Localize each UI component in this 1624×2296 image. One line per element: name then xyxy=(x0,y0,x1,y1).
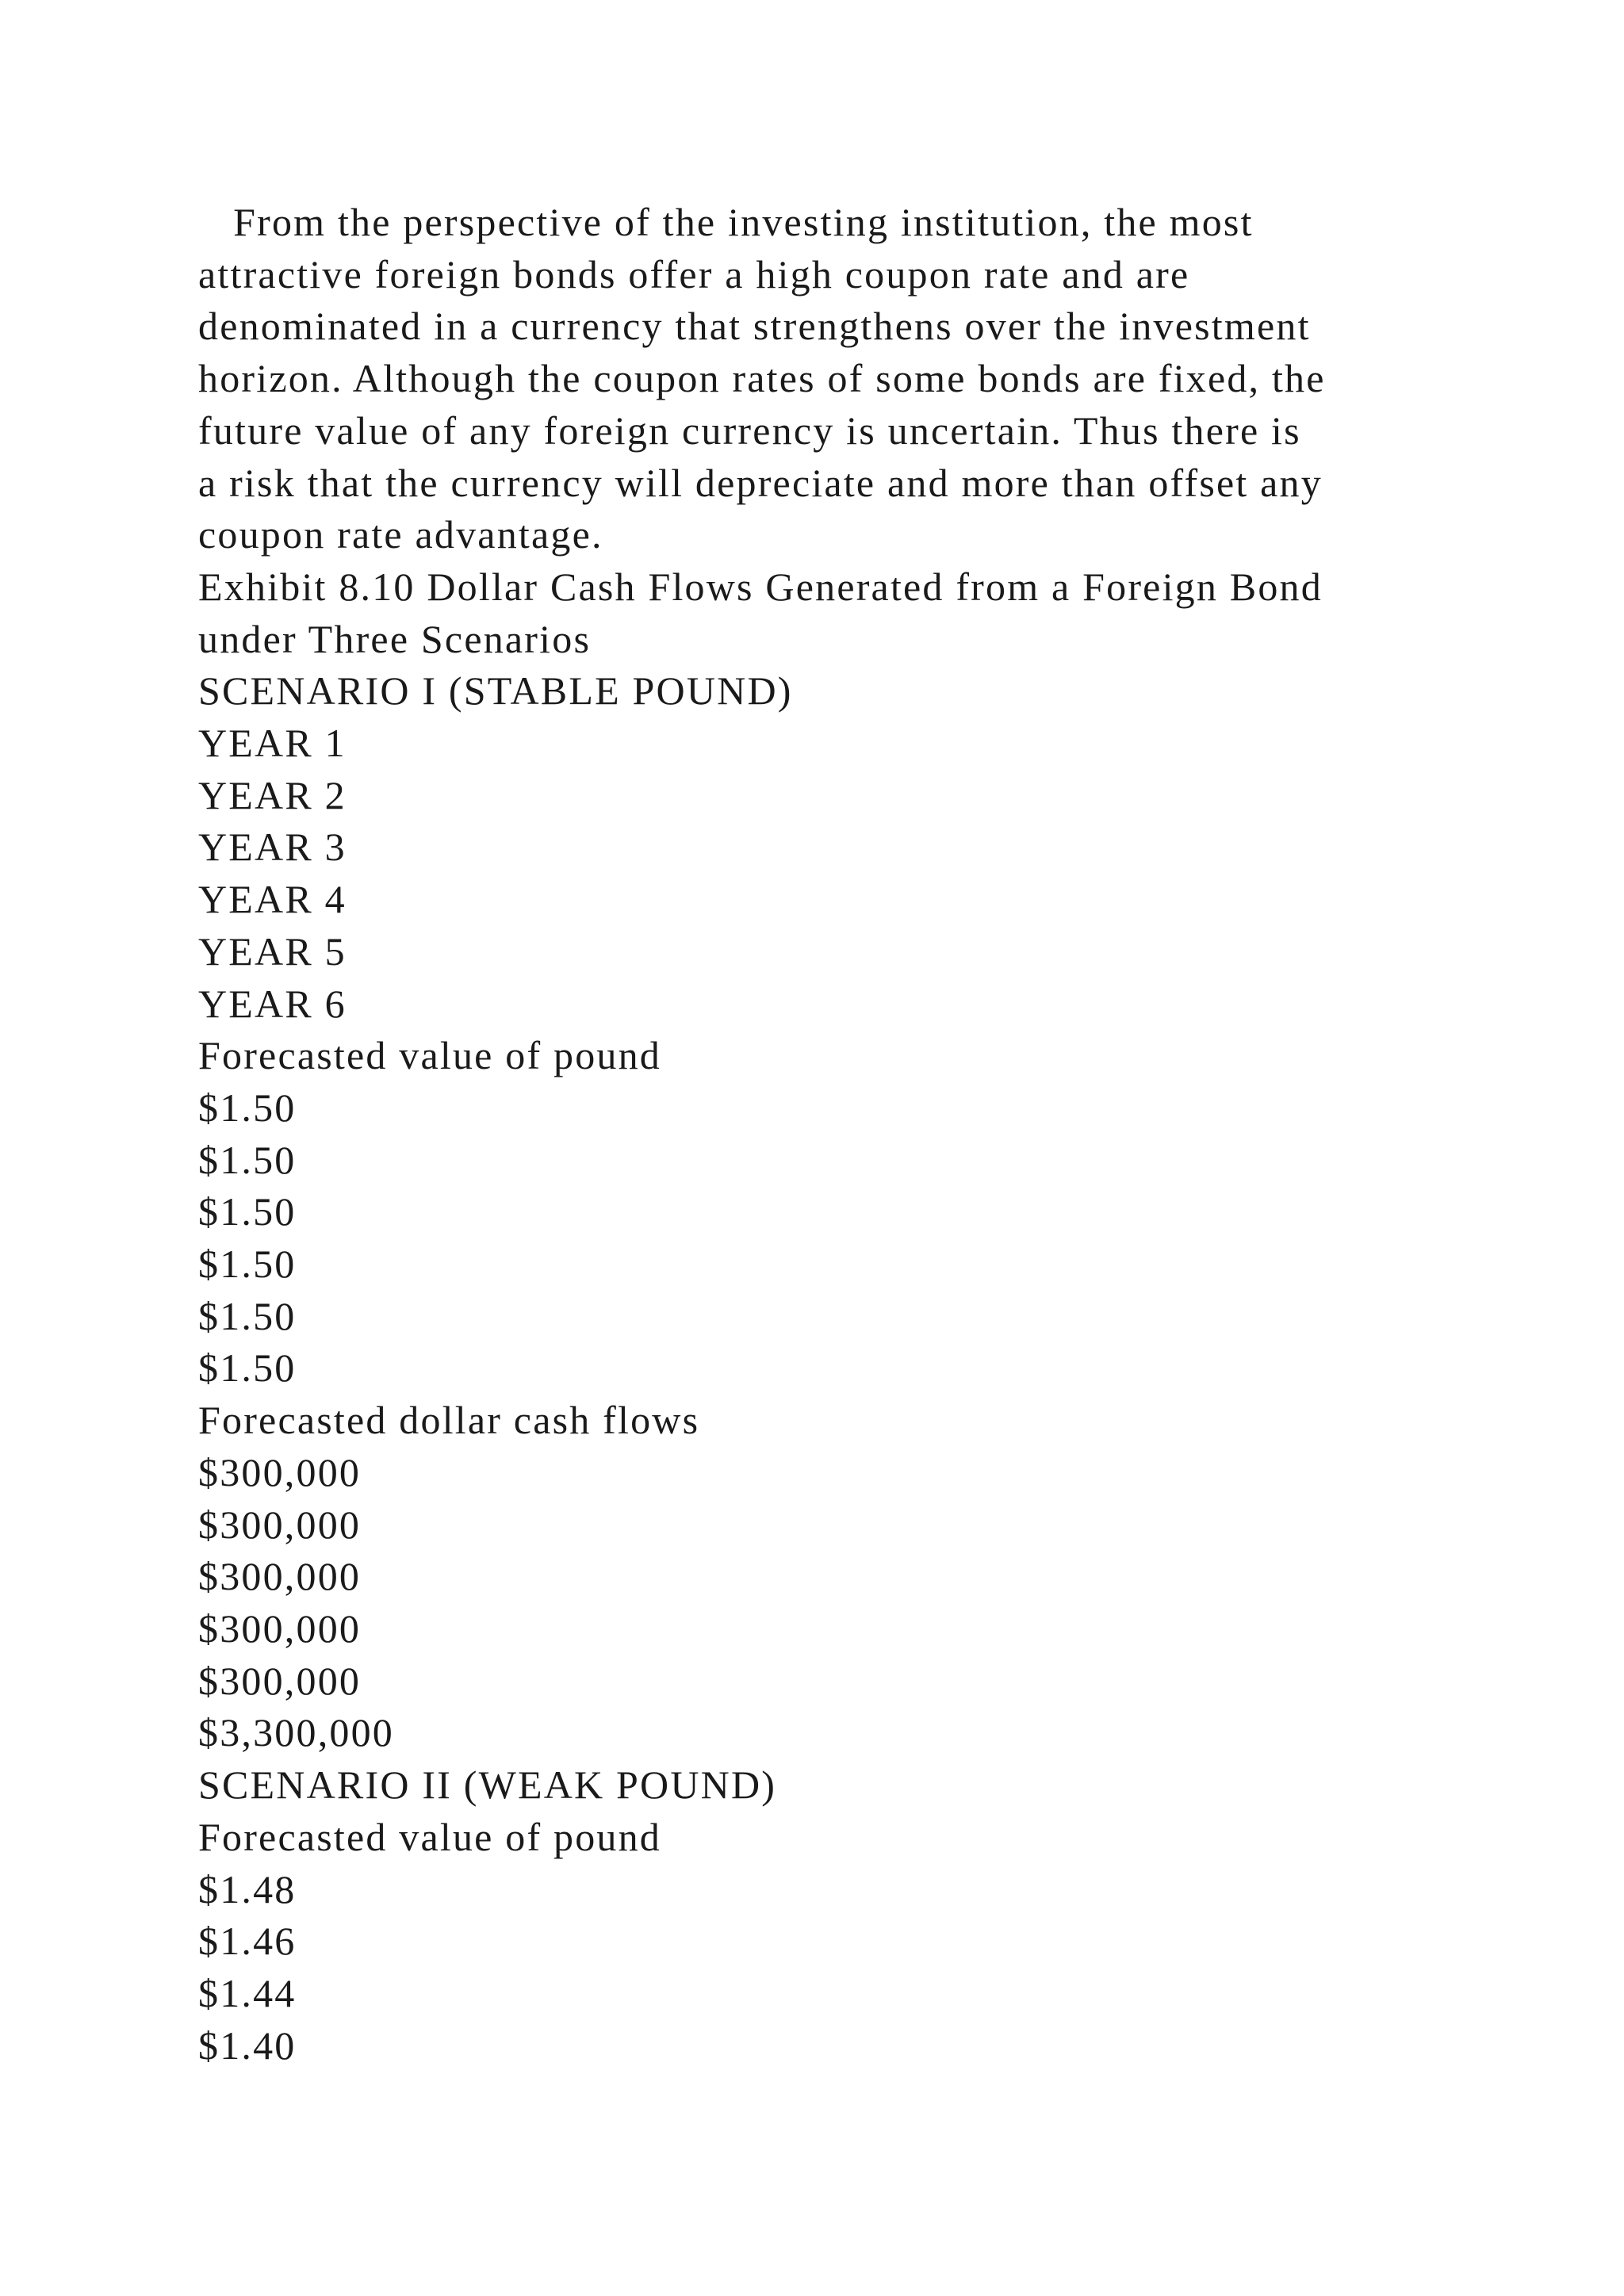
paragraph-line: a risk that the currency will depreciate and more than offset any xyxy=(198,460,1323,505)
scenario-heading: SCENARIO I (STABLE POUND) xyxy=(198,668,793,714)
year-label: YEAR 3 xyxy=(198,825,347,870)
exhibit-title xyxy=(198,561,1467,665)
scenario-1 xyxy=(198,665,1467,1759)
year-label: YEAR 5 xyxy=(198,928,347,974)
pound-value: $1.40 xyxy=(198,2022,297,2068)
year-label: YEAR 2 xyxy=(198,772,347,817)
cash-flow-value: $3,300,000 xyxy=(198,1710,394,1755)
pound-value: $1.50 xyxy=(198,1085,297,1130)
cash-flow-value: $300,000 xyxy=(198,1449,362,1494)
scenario-heading: SCENARIO II (WEAK POUND) xyxy=(198,1762,777,1808)
pound-value: $1.50 xyxy=(198,1137,297,1182)
exhibit-title-line: under Three Scenarios xyxy=(198,616,592,661)
cash-flow-label: Forecasted dollar cash flows xyxy=(198,1398,700,1443)
cash-flow-value: $300,000 xyxy=(198,1605,362,1651)
pound-value: $1.46 xyxy=(198,1919,297,1964)
pound-value: $1.50 xyxy=(198,1242,297,1287)
document-text xyxy=(198,197,1467,2072)
cash-flow-value: $300,000 xyxy=(198,1502,362,1547)
pound-value-label: Forecasted value of pound xyxy=(198,1033,662,1078)
paragraph-line: From the perspective of the investing institution, the most xyxy=(198,200,1254,244)
paragraph-line: horizon. Although the coupon rates of some bonds are fixed, the xyxy=(198,356,1326,401)
cash-flow-value: $300,000 xyxy=(198,1554,362,1599)
paragraph-line: denominated in a currency that strengthens over the investment xyxy=(198,304,1311,349)
paragraph-line: coupon rate advantage. xyxy=(198,512,603,557)
exhibit-title-line: Exhibit 8.10 Dollar Cash Flows Generated from a Foreign Bond xyxy=(198,564,1323,609)
pound-value: $1.48 xyxy=(198,1866,297,1911)
year-label: YEAR 6 xyxy=(198,981,347,1026)
pound-value: $1.44 xyxy=(198,1970,297,2015)
year-label: YEAR 1 xyxy=(198,721,347,766)
cash-flow-value: $300,000 xyxy=(198,1658,362,1703)
intro-paragraph xyxy=(198,197,1467,561)
scenario-2 xyxy=(198,1759,1467,2072)
pound-value: $1.50 xyxy=(198,1293,297,1338)
pound-value: $1.50 xyxy=(198,1345,297,1391)
paragraph-line: attractive foreign bonds offer a high coupon rate and are xyxy=(198,251,1190,297)
paragraph-line: future value of any foreign currency is uncertain. Thus there is xyxy=(198,408,1301,453)
year-label: YEAR 4 xyxy=(198,877,347,922)
pound-value-label: Forecasted value of pound xyxy=(198,1814,662,1859)
pound-value: $1.50 xyxy=(198,1189,297,1234)
